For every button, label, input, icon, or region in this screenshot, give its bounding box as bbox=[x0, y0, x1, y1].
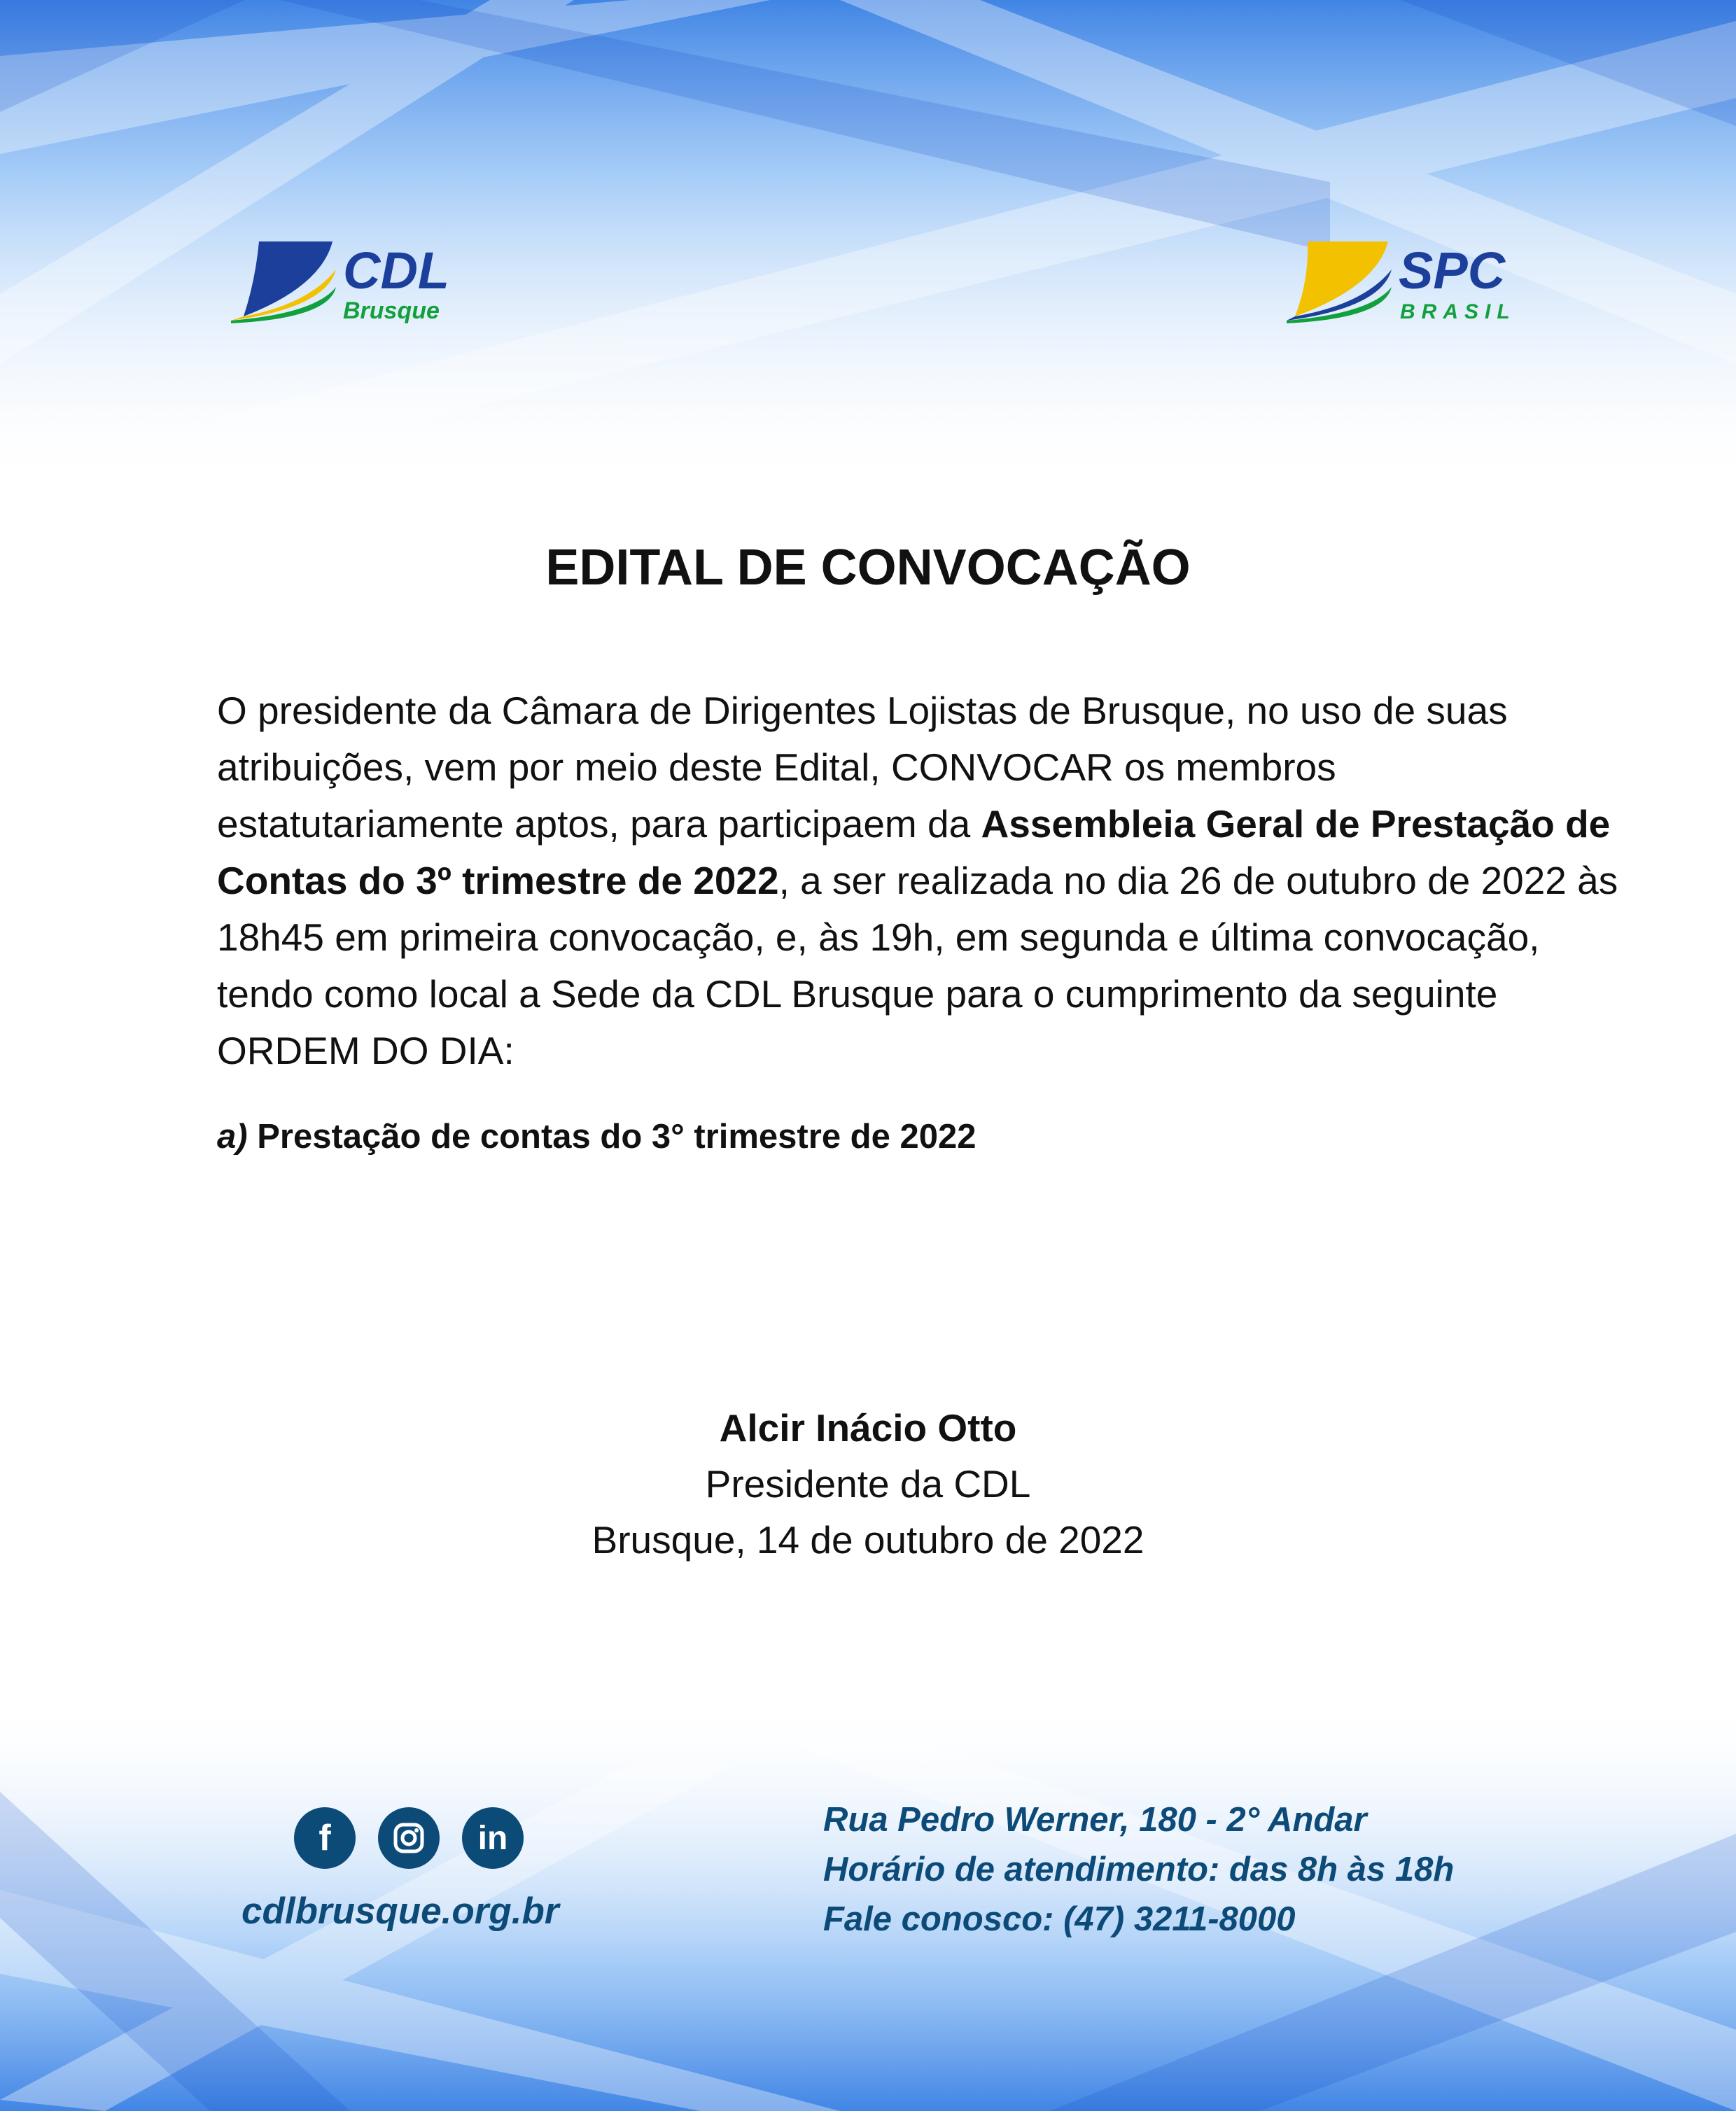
cdl-logo-text: CDL bbox=[343, 241, 450, 300]
agenda-item bbox=[217, 1117, 1617, 1156]
facebook-glyph: f bbox=[318, 1818, 331, 1858]
social-links bbox=[294, 1807, 524, 1869]
signer-name: Alcir Inácio Otto bbox=[719, 1406, 1017, 1450]
instagram-glyph bbox=[391, 1821, 426, 1856]
place-date: Brusque, 14 de outubro de 2022 bbox=[592, 1518, 1144, 1562]
linkedin-glyph: in bbox=[477, 1819, 508, 1857]
paragraph-highlight: Assembleia Geral de Prestação de Contas do 3º trimestre de 2022 bbox=[217, 802, 1611, 902]
cdl-logo-subtext: Brusque bbox=[343, 297, 440, 324]
agenda-marker: a) bbox=[217, 1118, 248, 1156]
cdl-brusque-logo bbox=[231, 238, 469, 329]
linkedin-icon[interactable] bbox=[462, 1807, 524, 1869]
paragraph-intro: O presidente da Câmara de Dirigentes Lojistas de Brusque, no uso de suas atribuições, vem por meio deste Edital, CONVOCAR os membros estatutariamente aptos, para participaem da bbox=[217, 689, 1508, 846]
website-link[interactable]: cdlbrusque.org.br bbox=[241, 1891, 559, 1932]
facebook-icon[interactable] bbox=[294, 1807, 356, 1869]
contact-info bbox=[823, 1795, 1454, 1944]
opening-hours: Horário de atendimento: das 8h às 18h bbox=[823, 1851, 1455, 1888]
page-title: EDITAL DE CONVOCAÇÃO bbox=[545, 540, 1191, 596]
signer-role: Presidente da CDL bbox=[705, 1462, 1031, 1506]
address: Rua Pedro Werner, 180 - 2° Andar bbox=[823, 1801, 1367, 1839]
convocation-paragraph bbox=[217, 682, 1631, 1079]
phone: Fale conosco: (47) 3211-8000 bbox=[823, 1900, 1296, 1938]
spc-logo-text: SPC bbox=[1399, 241, 1506, 300]
instagram-icon[interactable] bbox=[378, 1807, 440, 1869]
paragraph-rest: , a ser realizada no dia 26 de outubro de 2022 às 18h45 em primeira convocação, e, às 19h, em segunda e última convocação, tendo como local a Sede da CDL Brusque para o cumprimento da seguinte ORDEM DO DIA: bbox=[217, 859, 1618, 1072]
signature-block bbox=[0, 1400, 1736, 1568]
spc-logo-subtext: BRASIL bbox=[1400, 300, 1516, 323]
agenda-text: Prestação de contas do 3° trimestre de 2022 bbox=[257, 1118, 976, 1156]
spc-brasil-logo bbox=[1287, 238, 1525, 329]
